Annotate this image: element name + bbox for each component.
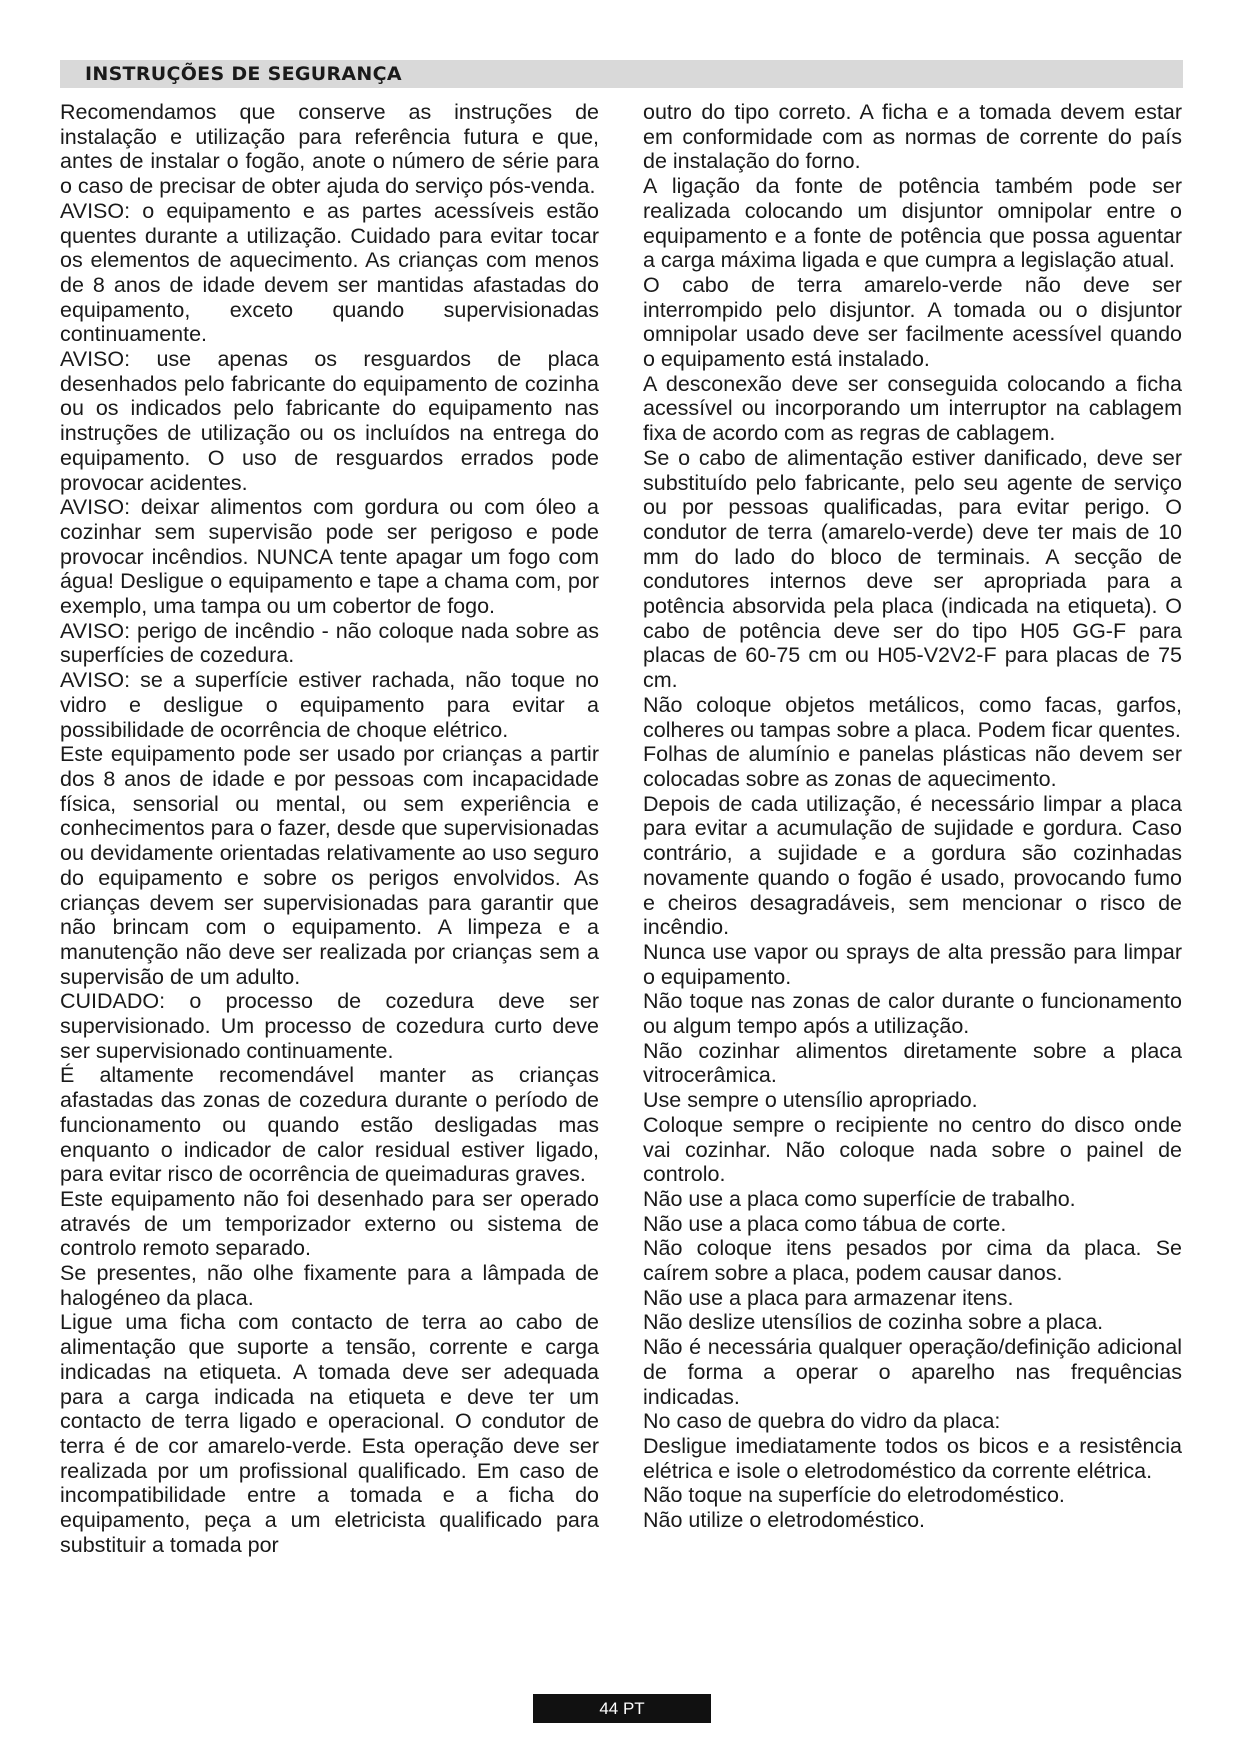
paragraph: outro do tipo correto. A ficha e a tomada devem estar em conformidade com as normas de corrente do país de instalação do forno. (643, 100, 1182, 174)
paragraph: Não toque na superfície do eletrodoméstico. (643, 1483, 1065, 1508)
paragraph: O cabo de terra amarelo-verde não deve ser interrompido pelo disjuntor. A tomada ou o disjuntor omnipolar usado deve ser facilmente acessível quando o equipamento está instalado. (643, 272, 1182, 372)
page-number: 44 PT (533, 1694, 711, 1723)
paragraph: AVISO: deixar alimentos com gordura ou com óleo a cozinhar sem supervisão pode ser perigoso e pode provocar incêndios. NUNCA tente apagar um fogo com água! Desligue o equipamento e tape a chama com, por exemplo, uma tampa ou um cobertor de fogo. (60, 495, 599, 619)
paragraph: Se presentes, não olhe fixamente para a lâmpada de halogéneo da placa. (60, 1261, 599, 1310)
paragraph: Não é necessária qualquer operação/definição adicional de forma a operar o aparelho nas frequências indicadas. (643, 1335, 1182, 1409)
paragraph: Este equipamento pode ser usado por crianças a partir dos 8 anos de idade e por pessoas com incapacidade física, sensorial ou mental, ou sem experiência e conhecimentos para o fazer, desde que supervisionadas ou devidamente orientadas relativamente ao uso seguro do equipamento e sobre os perigos envolvidos. As crianças devem ser supervisionadas para garantir que não brincam com o equipamento. A limpeza e a manutenção não deve ser realizada por crianças sem a supervisão de um adulto. (60, 742, 599, 989)
paragraph: Nunca use vapor ou sprays de alta pressão para limpar o equipamento. (643, 939, 1182, 989)
paragraph: Não cozinhar alimentos diretamente sobre a placa vitrocerâmica. (643, 1038, 1182, 1088)
paragraph: AVISO: o equipamento e as partes acessíveis estão quentes durante a utilização. Cuidado para evitar tocar os elementos de aquecimento. As crianças com menos de 8 anos de idade devem ser mantidas afastadas do equipamento, exceto quando supervisionadas continuamente. (60, 198, 599, 347)
paragraph: Não use a placa como tábua de corte. (643, 1211, 1007, 1236)
right-column (643, 100, 1182, 1533)
paragraph: A desconexão deve ser conseguida colocando a ficha acessível ou incorporando um interruptor na cablagem fixa de acordo com as regras de cablagem. (643, 371, 1182, 446)
section-title: INSTRUÇÕES DE SEGURANÇA (85, 63, 402, 85)
paragraph: CUIDADO: o processo de cozedura deve ser supervisionado. Um processo de cozedura curto deve ser supervisionado continuamente. (60, 989, 599, 1063)
paragraph: Folhas de alumínio e panelas plásticas não devem ser colocadas sobre as zonas de aquecimento. (643, 742, 1182, 791)
paragraph: AVISO: se a superfície estiver rachada, não toque no vidro e desligue o equipamento para evitar a possibilidade de ocorrência de choque elétrico. (60, 668, 599, 742)
paragraph: Se o cabo de alimentação estiver danificado, deve ser substituído pelo fabricante, pelo seu agente de serviço ou por pessoas qualificadas, para evitar perigo. O condutor de terra (amarelo-verde) deve ter mais de 10 mm do lado do bloco de terminais. A secção de condutores internos deve ser apropriada para a potência absorvida pela placa (indicada na etiqueta). O cabo de potência deve ser do tipo H05 GG-F para placas de 60-75 cm ou H05-V2V2-F para placas de 75 cm. (643, 445, 1182, 693)
paragraph: Não use a placa como superfície de trabalho. (643, 1186, 1076, 1211)
paragraph: Este equipamento não foi desenhado para ser operado através de um temporizador externo ou sistema de controlo remoto separado. (60, 1186, 599, 1261)
paragraph: Recomendamos que conserve as instruções de instalação e utilização para referência futura e que, antes de instalar o fogão, anote o número de série para o caso de precisar de obter ajuda do serviço pós-venda. (60, 100, 599, 199)
paragraph: Depois de cada utilização, é necessário limpar a placa para evitar a acumulação de sujidade e gordura. Caso contrário, a sujidade e a gordura são cozinhadas novamente quando o fogão é usado, provocando fumo e cheiros desagradáveis, sem mencionar o risco de incêndio. (643, 791, 1182, 940)
paragraph: Desligue imediatamente todos os bicos e a resistência elétrica e isole o eletrodoméstico da corrente elétrica. (643, 1433, 1182, 1483)
paragraph: Não coloque itens pesados por cima da placa. Se caírem sobre a placa, podem causar danos. (643, 1236, 1182, 1286)
paragraph: AVISO: use apenas os resguardos de placa desenhados pelo fabricante do equipamento de cozinha ou os indicados pelo fabricante do equipamento nas instruções de utilização ou os incluídos na entrega do equipamento. O uso de resguardos errados pode provocar acidentes. (60, 347, 599, 495)
left-column (60, 100, 599, 1557)
paragraph: Não use a placa para armazenar itens. (643, 1285, 1014, 1310)
paragraph: Não coloque objetos metálicos, como facas, garfos, colheres ou tampas sobre a placa. Podem ficar quentes. (643, 692, 1182, 742)
paragraph: Use sempre o utensílio apropriado. (643, 1088, 978, 1113)
paragraph: Não toque nas zonas de calor durante o funcionamento ou algum tempo após a utilização. (643, 989, 1182, 1039)
paragraph: Não deslize utensílios de cozinha sobre a placa. (643, 1310, 1104, 1335)
paragraph: Ligue uma ficha com contacto de terra ao cabo de alimentação que suporte a tensão, corrente e carga indicadas na etiqueta. A tomada deve ser adequada para a carga indicada na etiqueta e deve ter um contacto de terra ligado e operacional. O condutor de terra é de cor amarelo-verde. Esta operação deve ser realizada por um profissional qualificado. Em caso de incompatibilidade entre a tomada e a ficha do equipamento, peça a um eletricista qualificado para substituir a tomada por (60, 1310, 599, 1557)
paragraph: É altamente recomendável manter as crianças afastadas das zonas de cozedura durante o período de funcionamento ou quando estão desligadas mas enquanto o indicador de calor residual estiver ligado, para evitar risco de ocorrência de queimaduras graves. (60, 1063, 599, 1187)
paragraph: A ligação da fonte de potência também pode ser realizada colocando um disjuntor omnipolar entre o equipamento e a fonte de potência que possa aguentar a carga máxima ligada e que cumpra a legislação atual. (643, 174, 1182, 273)
paragraph: AVISO: perigo de incêndio - não coloque nada sobre as superfícies de cozedura. (60, 618, 599, 668)
paragraph: Não utilize o eletrodoméstico. (643, 1508, 926, 1533)
paragraph: No caso de quebra do vidro da placa: (643, 1409, 1001, 1434)
paragraph: Coloque sempre o recipiente no centro do disco onde vai cozinhar. Não coloque nada sobre o painel de controlo. (643, 1112, 1182, 1187)
section-header (60, 60, 1183, 88)
